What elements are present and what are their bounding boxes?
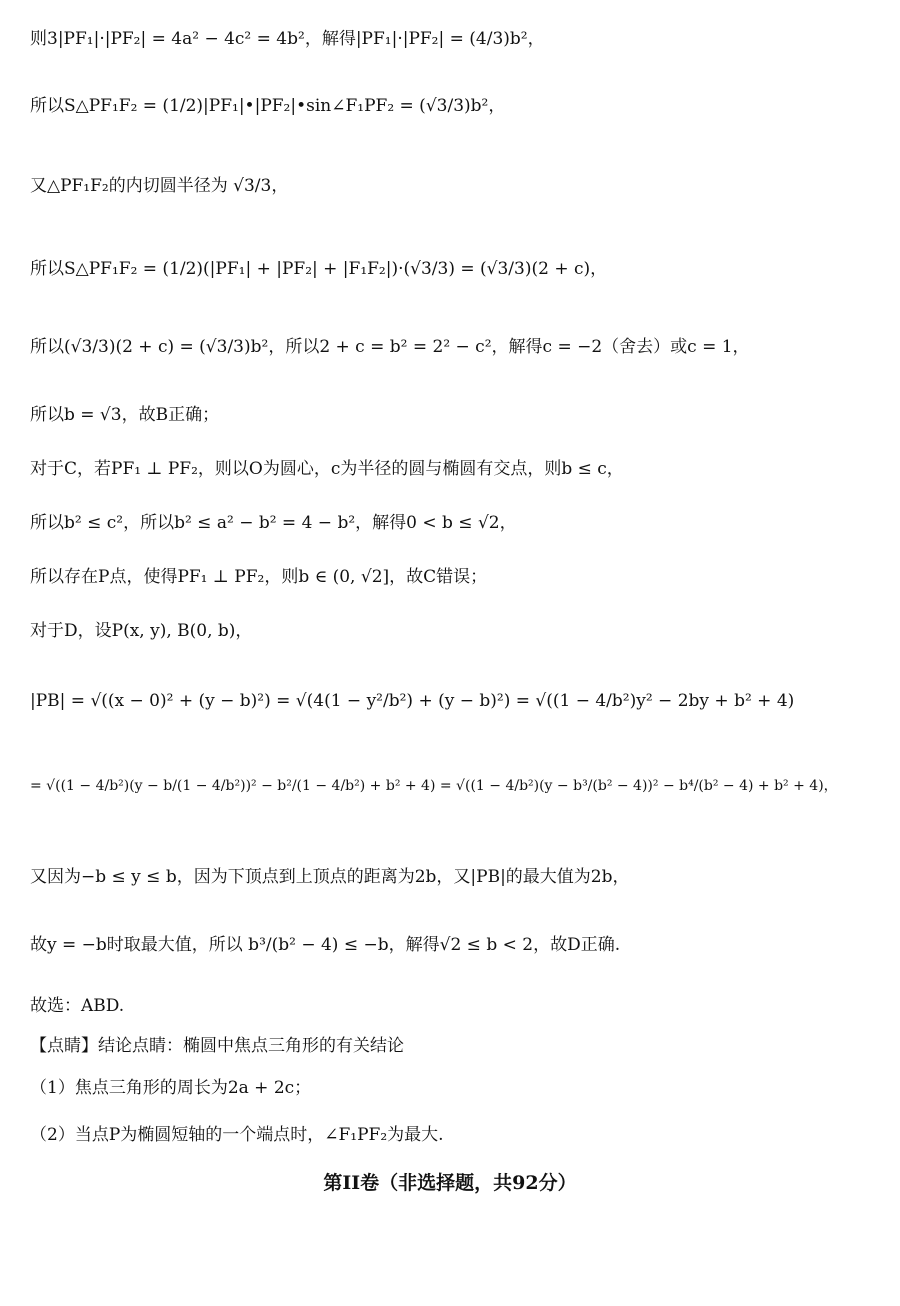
text-line: [30, 775, 880, 797]
solution-step: = √((1 − 4/b²)(y − b/(1 − 4/b²))² − b²/(1 − 4/b²) + b² + 4) = √((1 − 4/b²)(y − b³/(b² − 4))² − b⁴/(b² − 4) + b² + 4)，: [30, 778, 838, 794]
text-line: [30, 336, 880, 358]
solution-step: 故y = −b时取最大值，所以 b³/(b² − 4) ≤ −b，解得√2 ≤ b < 2，故D正确.: [30, 935, 621, 955]
solution-step: 对于D，设P(x, y), B(0, b)，: [30, 621, 253, 641]
text-line: [30, 95, 880, 117]
text-line: [30, 175, 880, 197]
text-line: [30, 995, 880, 1017]
solution-step: |PB| = √((x − 0)² + (y − b)²) = √(4(1 − y²/b²) + (y − b)²) = √((1 − 4/b²)y² − 2by + b² + 4): [30, 691, 795, 711]
solution-step: 所以b² ≤ c²，所以b² ≤ a² − b² = 4 − b²，解得0 < b ≤ √2，: [30, 513, 517, 533]
text-line: [30, 458, 880, 480]
note-item: （1）焦点三角形的周长为2a + 2c；: [30, 1078, 312, 1098]
text-line: [30, 1035, 880, 1057]
text-line: [30, 258, 880, 280]
text-line: [30, 1077, 880, 1099]
text-line: [30, 690, 880, 712]
text-line: [30, 934, 880, 956]
text-line: [30, 1124, 880, 1146]
solution-step: 又△PF₁F₂的内切圆半径为 √3/3，: [30, 176, 289, 196]
solution-step: 所以S△PF₁F₂ = (1/2)(|PF₁| + |PF₂| + |F₁F₂|)·(√3/3) = (√3/3)(2 + c)，: [30, 259, 608, 279]
note-heading: 【点睛】结论点睛：椭圆中焦点三角形的有关结论: [30, 1036, 404, 1056]
text-line: [30, 620, 880, 642]
text-line: [30, 512, 880, 534]
solution-step: 所以b = √3，故B正确；: [30, 405, 220, 425]
text-line: [30, 28, 880, 50]
note-item: （2）当点P为椭圆短轴的一个端点时，∠F₁PF₂为最大.: [30, 1125, 444, 1145]
text-line: [30, 566, 880, 588]
solution-step: 所以S△PF₁F₂ = (1/2)|PF₁|•|PF₂|•sin∠F₁PF₂ = (√3/3)b²，: [30, 96, 506, 116]
solution-step: 所以存在P点，使得PF₁ ⊥ PF₂，则b ∈ (0, √2]，故C错误；: [30, 567, 488, 587]
text-line: [30, 404, 880, 426]
solution-step: 又因为−b ≤ y ≤ b，因为下顶点到上顶点的距离为2b，又|PB|的最大值为2b，: [30, 867, 630, 887]
solution-step: 所以(√3/3)(2 + c) = (√3/3)b²，所以2 + c = b² = 2² − c²，解得c = −2（舍去）或c = 1，: [30, 337, 750, 357]
solution-step: 对于C，若PF₁ ⊥ PF₂，则以O为圆心，c为半径的圆与椭圆有交点，则b ≤ c，: [30, 459, 624, 479]
section-heading: 第II卷（非选择题，共92分）: [323, 1172, 577, 1194]
text-line: [30, 866, 880, 888]
solution-step: 则3|PF₁|·|PF₂| = 4a² − 4c² = 4b²，解得|PF₁|·|PF₂| = (4/3)b²，: [30, 29, 545, 49]
answer-line: 故选：ABD.: [30, 996, 125, 1016]
